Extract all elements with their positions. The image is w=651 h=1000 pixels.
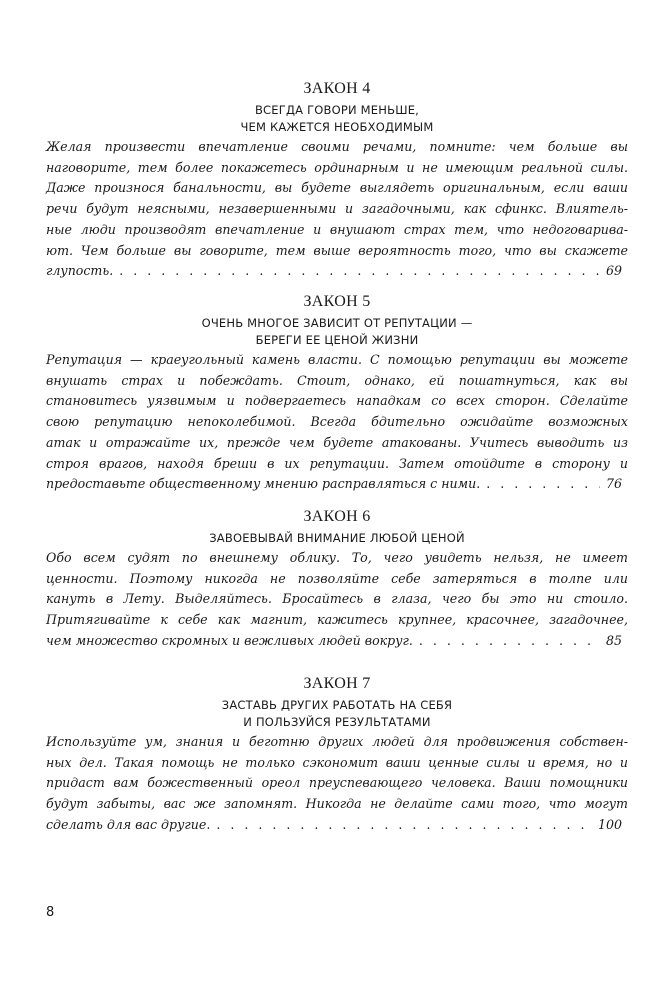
summary-line: строя врагов, находя бреши в их репутации. Затем отойдите в сторону и [46,455,628,471]
page-number-ref: 76 [605,476,622,492]
page-reference-line [46,474,628,495]
law-summary [46,732,628,836]
law-subtitle-line: И ПОЛЬЗУЙСЯ РЕЗУЛЬТАТАМИ [243,715,431,729]
law-title: ЗАКОН 6 [303,508,371,525]
summary-line: свою репутацию непоколебимой. Всегда бдительно ожидайте возможных [46,414,628,430]
page-number-ref: 69 [605,263,622,279]
summary-line: ные люди производят впечатление и внушают страх тем, что недоговарива- [46,221,628,237]
dot-leader [419,631,600,652]
law-6-entry [46,508,628,652]
summary-line: Используйте ум, знания и беготню других людей для продвижения собствен- [46,734,628,749]
law-5-entry [46,293,628,495]
summary-line: ют. Чем больше вы говорите, тем выше вероятность того, что вы скажете [46,242,628,258]
dot-leader [216,815,592,836]
summary-line: атак и отражайте их, прежде чем будете атакованы. Учитесь выводить из [46,434,628,450]
summary-line: внушать страх и побеждать. Стоит, однако, ей пошатнуться, как вы [46,372,628,388]
law-subtitle-line: ВСЕГДА ГОВОРИ МЕНЬШЕ, [254,103,420,117]
page-number-ref: 100 [597,816,622,832]
summary-line: Желая произвести впечатление своими речами, помните: чем больше вы [46,139,628,154]
law-title: ЗАКОН 7 [303,675,371,692]
page-reference-line [46,261,628,282]
law-subtitle-line: ЗАСТАВЬ ДРУГИХ РАБОТАТЬ НА СЕБЯ [221,698,453,712]
page-number: 8 [46,905,55,920]
summary-last-line: сделать для вас другие. [46,816,211,832]
summary-line: Даже произнося банальности, вы будете выглядеть оригинальным, если ваши [46,180,628,196]
summary-line: ных дел. Такая помощь не только сэкономит ваши ценные силы и время, но и [46,754,628,770]
law-subtitle-line: БЕРЕГИ ЕЕ ЦЕНОЙ ЖИЗНИ [255,333,419,347]
summary-line: Обо всем судят по внешнему облику. То, чего увидеть нельзя, не имеет [46,550,628,565]
law-subtitle-line: ОЧЕНЬ МНОГОЕ ЗАВИСИТ ОТ РЕПУТАЦИИ — [201,316,473,330]
summary-line: кануть в Лету. Выделяйтесь. Бросайтесь в глаза, чего бы это ни стоило. [46,591,628,607]
summary-last-line: чем множество скромных и вежливых людей вокруг. [46,632,413,648]
summary-last-line: глупость. [46,263,114,279]
law-subtitle-line: ЗАВОЕВЫВАЙ ВНИМАНИЕ ЛЮБОЙ ЦЕНОЙ [209,531,465,545]
law-subtitle-line: ЧЕМ КАЖЕТСЯ НЕОБХОДИМЫМ [240,120,434,134]
page-reference-line [46,815,628,836]
law-title: ЗАКОН 4 [303,80,371,97]
law-title: ЗАКОН 5 [303,293,371,310]
law-summary [46,350,628,495]
dot-leader [486,474,600,495]
summary-line: Репутация — краеугольный камень власти. С помощью репутации вы можете [46,352,628,367]
page-reference-line [46,631,628,652]
dot-leader [119,261,600,282]
law-4-entry [46,80,628,282]
law-summary [46,548,628,652]
law-summary [46,137,628,282]
summary-line: будут забыты, вас же запомнят. Никогда не делайте сами того, что могут [46,796,628,812]
summary-line: придаст вам божественный ореол преуспевающего человека. Ваши помощники [46,775,628,791]
summary-line: ценности. Поэтому никогда не позволяйте себе затеряться в толпе или [46,570,628,586]
law-7-entry [46,675,628,836]
summary-last-line: предоставьте общественному мнению расправляться с ними. [46,476,481,492]
page-number-ref: 85 [605,632,622,648]
summary-line: речи будут неясными, незавершенными и загадочными, как сфинкс. Влиятель- [46,201,628,217]
summary-line: Притягивайте к себе как магнит, кажитесь крупнее, красочнее, загадочнее, [46,612,628,628]
summary-line: наговорите, тем более покажетесь ординарным и не имеющим реальной силы. [46,159,628,175]
summary-line: становитесь уязвимым и подвергаетесь нападкам со всех сторон. Сделайте [46,393,628,409]
